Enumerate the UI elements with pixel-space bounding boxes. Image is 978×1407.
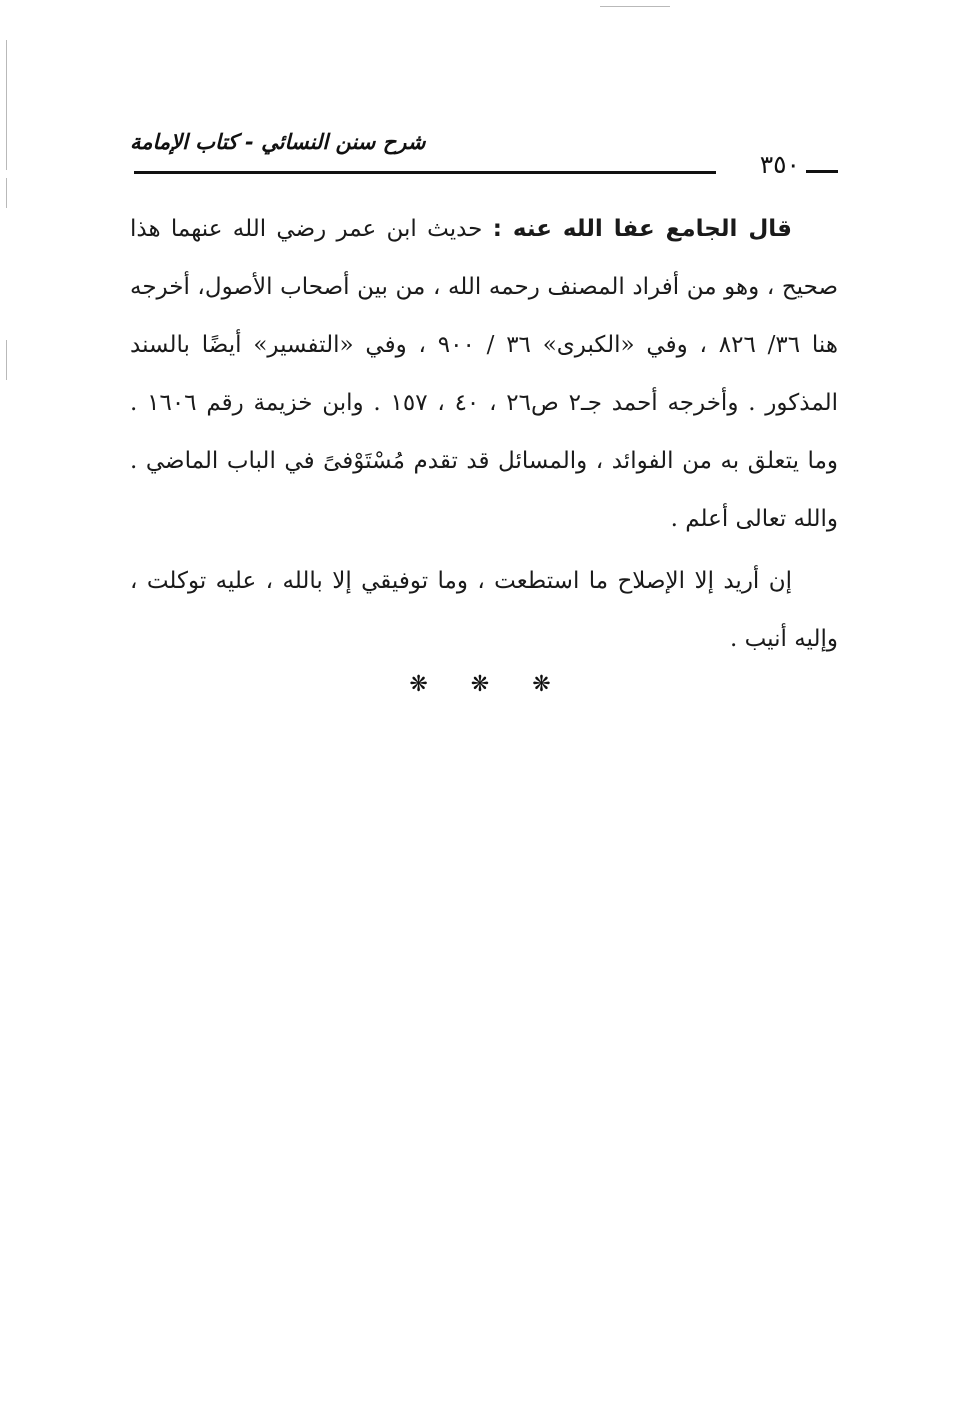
- header-rule: [134, 171, 716, 174]
- section-ornament: ❋ ❋ ❋: [409, 672, 569, 697]
- paragraph-1-lead-in: قال الجامع عفا الله عنه :: [492, 216, 792, 242]
- scan-edge-mark: [6, 40, 7, 170]
- header-rule-short: [806, 170, 838, 173]
- paragraph-2: إن أريد إلا الإصلاح ما استطعت ، وما توفيقي إلا بالله ، عليه توكلت ، وإليه أنيب .: [130, 568, 838, 652]
- body-text: [130, 200, 838, 668]
- scan-top-mark: [600, 6, 670, 7]
- page-number: ٣٥٠: [759, 150, 800, 179]
- scan-edge-mark: [6, 340, 7, 380]
- page-header: [130, 124, 840, 184]
- paragraph-1-text: حديث ابن عمر رضي الله عنهما هذا صحيح ، وهو من أفراد المصنف رحمه الله ، من بين أصحاب الأصول، أخرجه هنا ٣٦/ ٨٢٦ ، وفي «الكبرى» ٣٦ / ٩٠٠ ، وفي «التفسير» أيضًا بالسند المذكور . وأخرجه أحمد جـ٢ ص٢٦ ، ٤٠ ، ١٥٧ . وابن خزيمة رقم ١٦٠٦ . وما يتعلق به من الفوائد ، والمسائل قد تقدم مُسْتَوْفىً في الباب الماضي . والله تعالى أعلم .: [130, 216, 839, 532]
- scan-edge-mark: [6, 178, 7, 208]
- paragraph-1: [130, 200, 838, 548]
- running-title: شرح سنن النسائي - كتاب الإمامة: [130, 130, 426, 154]
